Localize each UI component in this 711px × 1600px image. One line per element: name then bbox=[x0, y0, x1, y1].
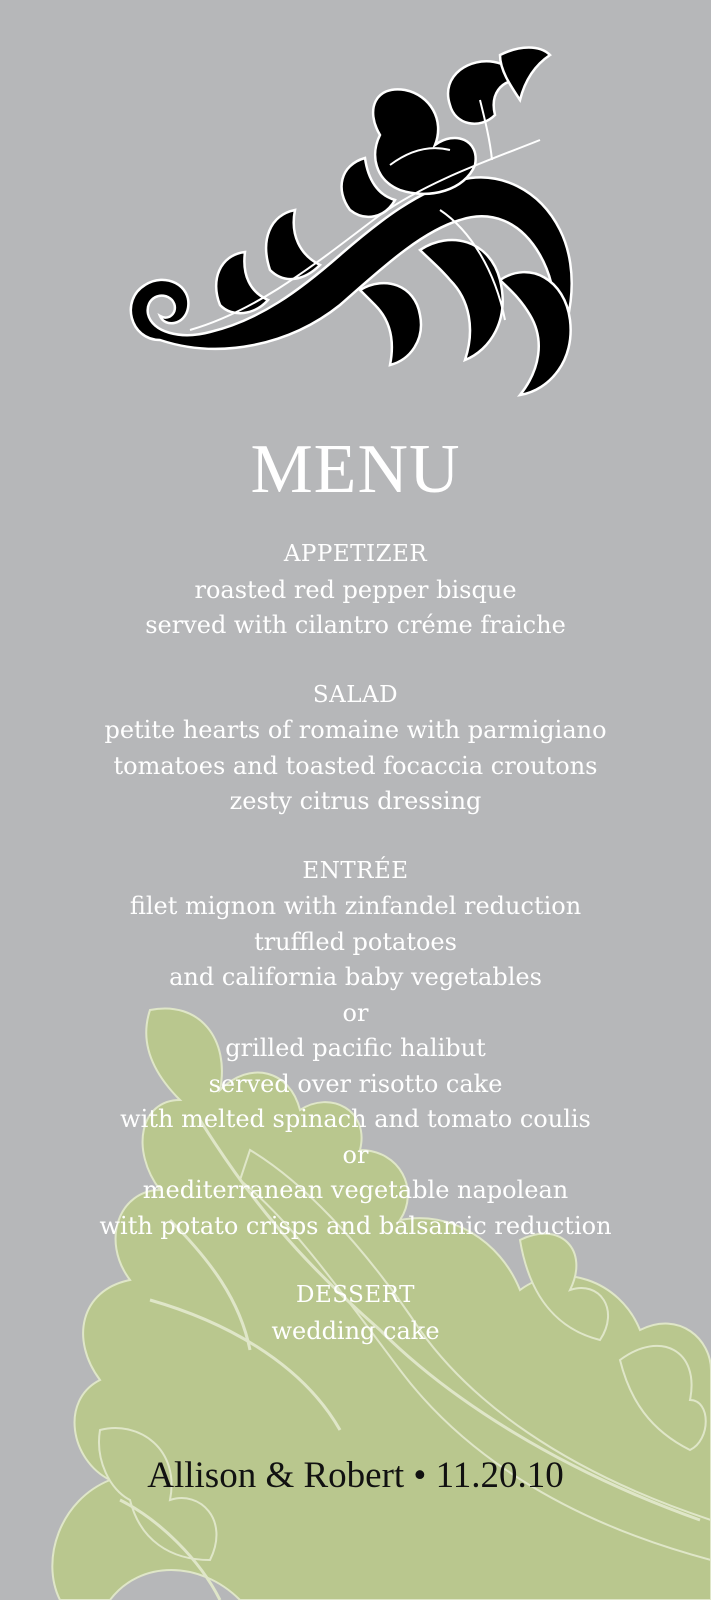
course-heading: ENTRÉE bbox=[302, 857, 409, 884]
menu-courses bbox=[0, 537, 711, 1383]
course-heading: DESSERT bbox=[296, 1282, 415, 1308]
course-heading: SALAD bbox=[312, 681, 399, 708]
menu-item: mediterranean vegetable napolean bbox=[142, 1176, 569, 1204]
menu-item: with melted spinach and tomato coulis bbox=[120, 1105, 591, 1133]
menu-item: or bbox=[342, 998, 369, 1027]
course-section bbox=[0, 678, 711, 820]
menu-item: roasted red pepper bisque bbox=[194, 575, 517, 604]
black-acanthus-flourish-icon bbox=[120, 40, 590, 410]
course-section bbox=[0, 854, 711, 1245]
course-heading: APPETIZER bbox=[283, 541, 428, 567]
couple-names-date: Allison & Robert • 11.20.10 bbox=[147, 1455, 564, 1496]
menu-item: grilled pacific halibut bbox=[225, 1034, 486, 1062]
menu-item: or bbox=[342, 1140, 369, 1169]
course-section bbox=[0, 1278, 711, 1349]
menu-item: with potato crisps and balsamic reduction bbox=[99, 1211, 612, 1240]
menu-item: served with cilantro créme fraiche bbox=[145, 611, 566, 639]
menu-item: wedding cake bbox=[271, 1316, 440, 1345]
menu-item: petite hearts of romaine with parmigiano bbox=[104, 716, 607, 744]
menu-item: truffled potatoes bbox=[254, 927, 457, 956]
menu-title: MENU bbox=[250, 431, 461, 508]
menu-item: and california baby vegetables bbox=[169, 963, 542, 991]
menu-item: filet mignon with zinfandel reduction bbox=[129, 892, 582, 920]
menu-item: served over risotto cake bbox=[208, 1069, 503, 1098]
menu-item: zesty citrus dressing bbox=[229, 787, 482, 815]
menu-item: tomatoes and toasted focaccia croutons bbox=[113, 751, 598, 780]
course-section bbox=[0, 537, 711, 644]
